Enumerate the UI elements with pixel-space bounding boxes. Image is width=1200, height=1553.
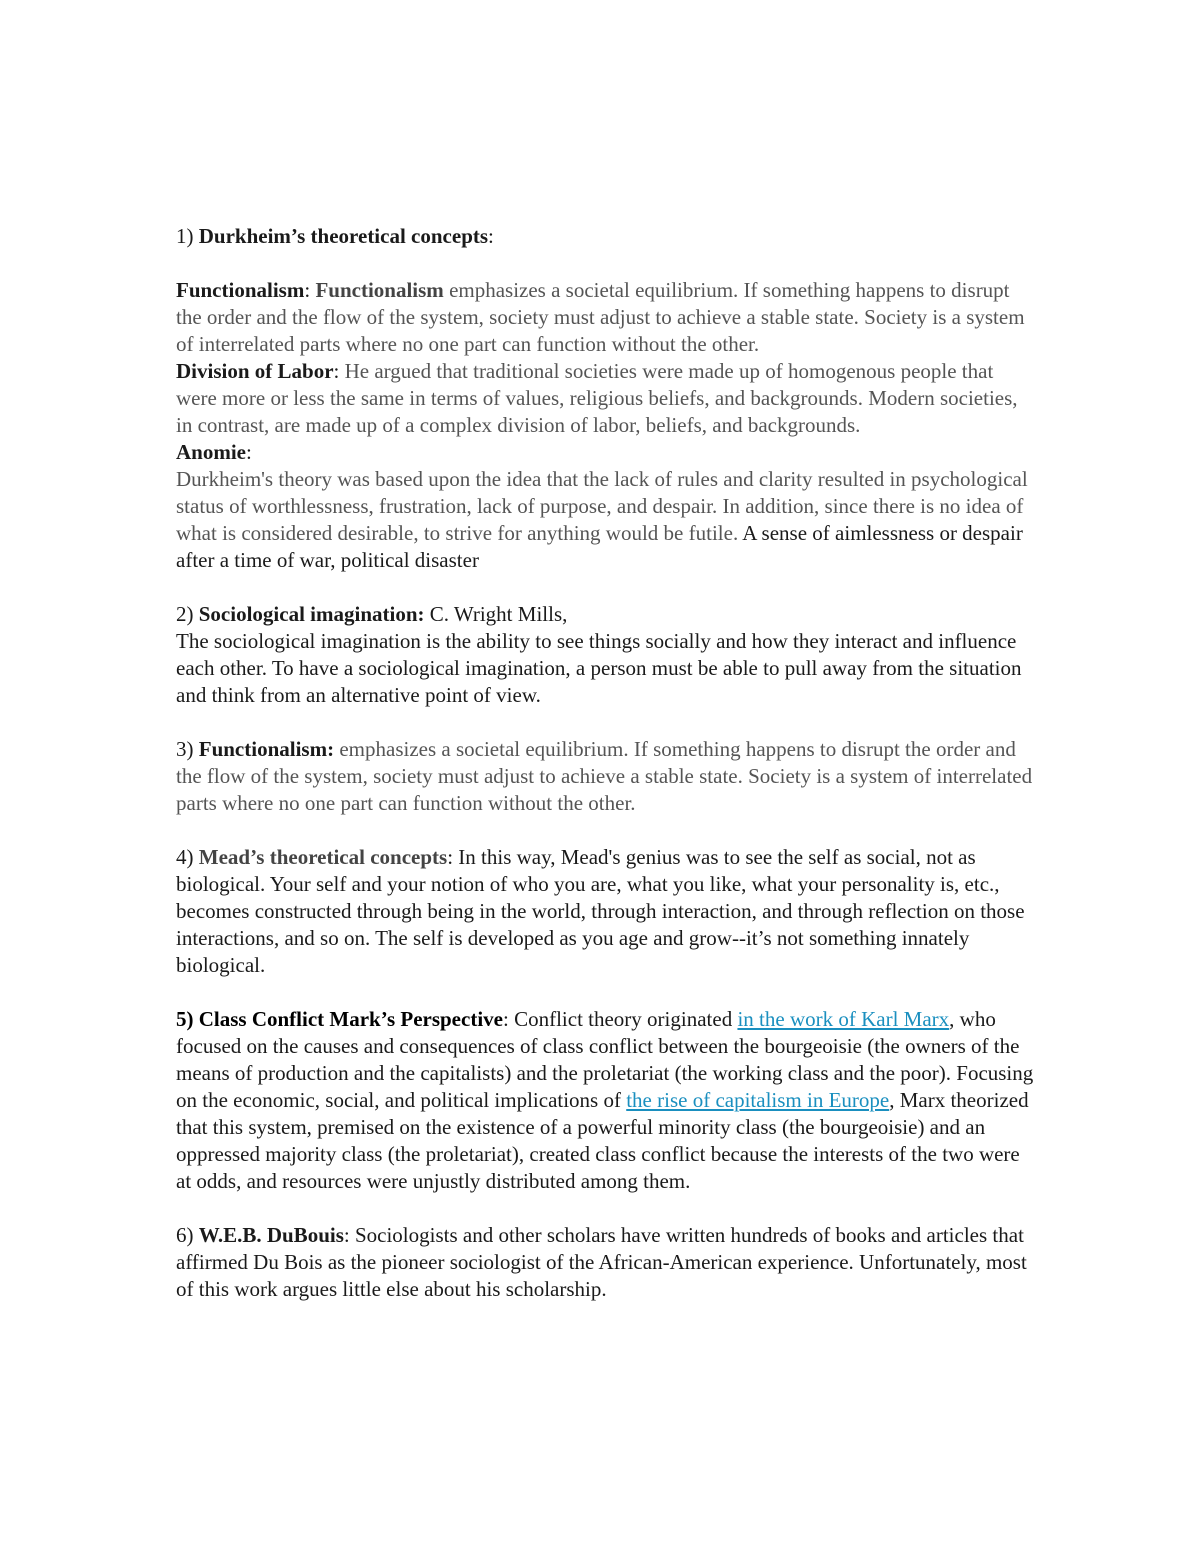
functionalism-paragraph [176,277,1036,358]
section-5-heading: 5) Class Conflict Mark’s Perspective [176,1007,503,1031]
anomie-text-dark: A sense of aimlessness or despair after a time of war, political disaster [176,521,1023,572]
section-1-colon: : [488,224,494,248]
section-3-text: emphasizes a societal equilibrium. If something happens to disrupt the order and the flow of the system, society must adjust to achieve a stable state. Society is a system of interrelated parts where no one part can function without the other. [176,737,1033,815]
spacer [176,709,1036,736]
functionalism-colon: : [304,278,316,302]
spacer [176,250,1036,277]
section-4-number: 4) [176,845,199,869]
section-4-text: In this way, Mead's genius was to see the self as social, not as biological. Your self and your notion of who you are, what you like, what your personality is, etc., becomes constructed through being in the world, through interaction, and through reflection on those interactions, and so on. The self is developed as you age and grow--it’s not something innately biological. [176,845,1025,977]
division-of-labor-paragraph [176,358,1036,439]
karl-marx-link[interactable]: in the work of Karl Marx [737,1007,950,1031]
functionalism-term-repeat: Functionalism [315,278,444,302]
anomie-text: Durkheim's theory was based upon the idea that the lack of rules and clarity resulted in psychological status of worthlessness, frustration, lack of purpose, and despair. In addition, since there is no idea of what is considered desirable, to strive for anything would be futile. [176,467,1028,545]
functionalism-text: emphasizes a societal equilibrium. If something happens to disrupt the order and the flow of the system, society must adjust to achieve a stable state. Society is a system of interrelated parts where no one part can function without the other. [176,278,1025,356]
spacer [176,574,1036,601]
section-6-paragraph [176,1222,1036,1303]
section-6-number: 6) [176,1223,199,1247]
section-5-text-3: , Marx theorized that this system, premised on the existence of a powerful minority class (the bourgeoisie) and an oppressed majority class (the proletariat), created class conflict because the interests of the two were at odds, and resources were unjustly distributed among them. [176,1088,1029,1193]
section-5-colon: : [502,1007,515,1031]
functionalism-term: Functionalism [176,278,305,302]
section-1-title [176,223,1036,250]
section-5-text-1: Conflict theory originated [514,1007,738,1031]
section-3-heading: Functionalism: [198,737,335,761]
section-2-paragraph: The sociological imagination is the ability to see things socially and how they interact and influence each other. To have a sociological imagination, a person must be able to pull away from the situation and think from an alternative point of view. [176,629,1022,707]
section-2-author: C. Wright Mills, [424,602,568,626]
section-1-number: 1) [176,224,199,248]
anomie-paragraph [176,466,1036,574]
spacer [176,979,1036,1006]
anomie-heading [176,439,1036,466]
section-1-heading: Durkheim’s theoretical concepts [198,224,489,248]
section-4-heading: Mead’s theoretical concepts [198,845,448,869]
division-of-labor-colon: : [333,359,345,383]
division-of-labor-text: He argued that traditional societies were made up of homogenous people that were more or less the same in terms of values, religious beliefs, and backgrounds. Modern societies, in contrast, are made up of a complex division of labor, beliefs, and backgrounds. [176,359,1018,437]
section-4-colon: : [447,845,459,869]
section-6-text: Sociologists and other scholars have written hundreds of books and articles that affirmed Du Bois as the pioneer sociologist of the African-American experience. Unfortunately, most of this work argues little else about his scholarship. [176,1223,1027,1301]
spacer [176,817,1036,844]
spacer [176,1195,1036,1222]
section-3-number: 3) [176,737,199,761]
section-2-heading: Sociological imagination: [198,602,425,626]
section-6-heading: W.E.B. DuBouis [198,1223,344,1247]
anomie-term: Anomie [176,440,246,464]
anomie-colon: : [246,440,252,464]
section-6-colon: : [343,1223,355,1247]
document-body [176,223,1036,1303]
division-of-labor-term: Division of Labor [176,359,334,383]
section-5-paragraph [176,1006,1036,1195]
section-2-title [176,601,1036,628]
section-5-text-2: , who focused on the causes and consequences of class conflict between the bourgeoisie (the owners of the means of production and the capitalists) and the proletariat (the working class and the poor). Focusing on the economic, social, and political implications of [176,1007,1034,1112]
capitalism-europe-link[interactable]: the rise of capitalism in Europe [626,1088,890,1112]
section-3-paragraph [176,736,1036,817]
section-4-paragraph [176,844,1036,979]
section-2-number: 2) [176,602,199,626]
